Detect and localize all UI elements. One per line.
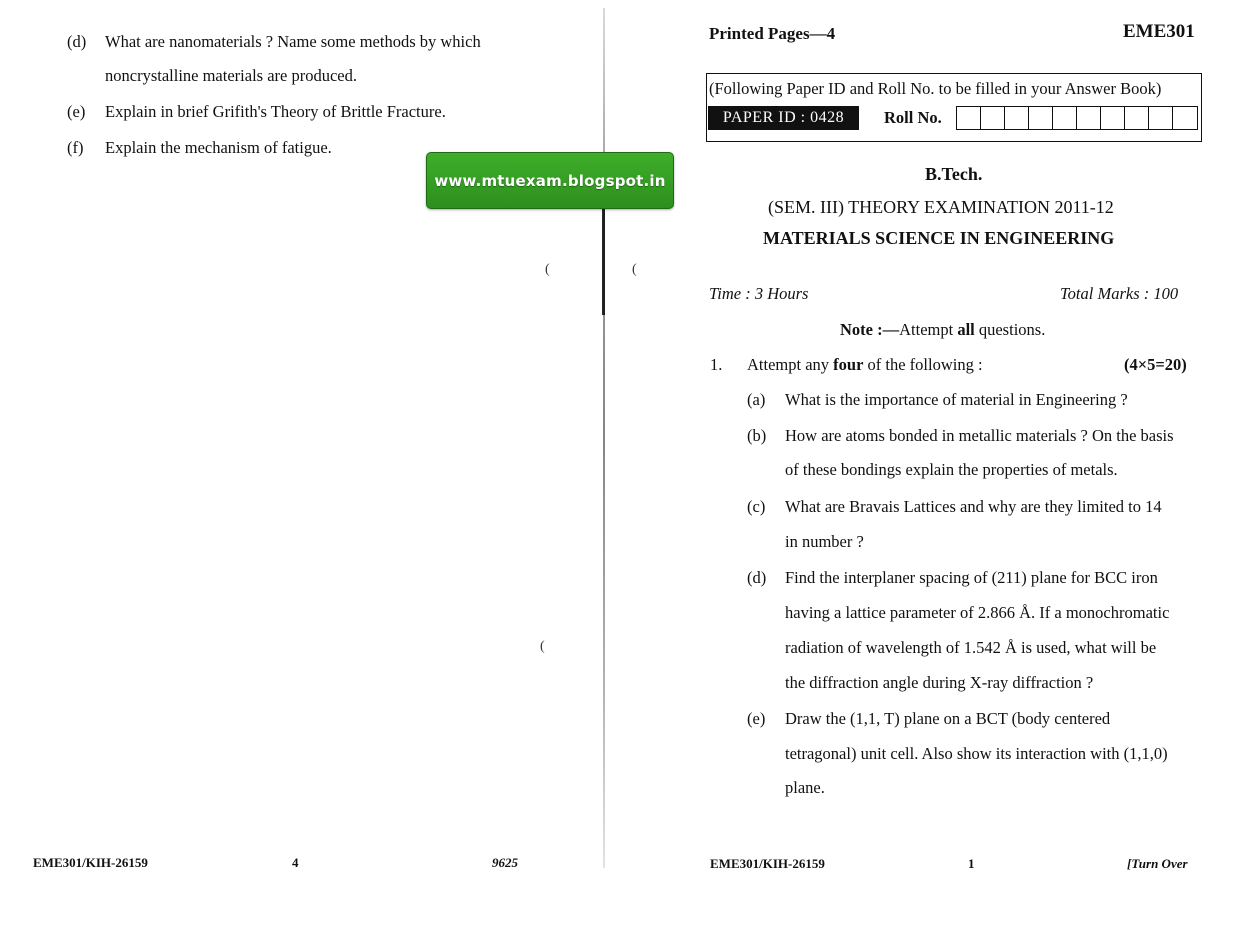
q-b-line: of these bondings explain the properties of metals.	[785, 460, 1118, 479]
roll-no-boxes[interactable]	[956, 106, 1198, 130]
scan-mark: (	[632, 262, 637, 277]
q-e-line: Draw the (1,1, T) plane on a BCT (body centered	[785, 709, 1111, 728]
total-marks: Total Marks : 100	[1060, 284, 1179, 303]
subject-title: MATERIALS SCIENCE IN ENGINEERING	[763, 228, 1115, 248]
q-c-line: in number ?	[785, 532, 864, 551]
scan-mark: (	[540, 639, 545, 654]
time: Time : 3 Hours	[709, 284, 809, 303]
q-d-line: Find the interplaner spacing of (211) plane for BCC iron	[785, 568, 1158, 587]
q-e-line: tetragonal) unit cell. Also show its interaction with (1,1,0)	[785, 744, 1168, 763]
note	[840, 320, 1045, 340]
q-c-label: (c)	[747, 497, 766, 516]
right-footer-code: EME301/KIH-26159	[710, 856, 825, 871]
turn-over: [Turn Over	[1127, 856, 1188, 871]
q-d-label: (d)	[747, 568, 767, 587]
page-divider	[603, 8, 605, 868]
q-e-label: (e)	[747, 709, 766, 728]
page-divider-dark	[602, 205, 605, 315]
left-q-e-label: (e)	[67, 102, 86, 121]
paper-code: EME301	[1123, 21, 1195, 42]
q-d-line: radiation of wavelength of 1.542 Å is used, what will be	[785, 638, 1157, 657]
note-text1: Attempt	[899, 320, 958, 339]
q-a-line: What is the importance of material in Engineering ?	[785, 390, 1128, 409]
section-text1: Attempt any	[747, 355, 834, 374]
q-a-label: (a)	[747, 390, 766, 409]
note-text2: questions.	[974, 320, 1046, 339]
left-footer-code: EME301/KIH-26159	[33, 855, 148, 870]
note-prefix: Note :—	[840, 320, 900, 339]
degree: B.Tech.	[925, 164, 983, 184]
paper-id: PAPER ID : 0428	[708, 106, 859, 130]
left-q-f-line1: Explain the mechanism of fatigue.	[105, 138, 332, 157]
left-q-d-line2: noncrystalline materials are produced.	[105, 66, 357, 85]
section-bold: four	[833, 355, 864, 374]
q-d-line: having a lattice parameter of 2.866 Å. If a monochromatic	[785, 603, 1170, 622]
exam-title: (SEM. III) THEORY EXAMINATION 2011-12	[768, 197, 1114, 217]
roll-no-label: Roll No.	[884, 108, 942, 127]
left-q-d-line1: What are nanomaterials ? Name some methods by which	[105, 32, 481, 51]
left-footer-page: 4	[292, 855, 299, 870]
left-q-f-label: (f)	[67, 138, 84, 157]
section-instruction	[747, 355, 983, 375]
section-marks: (4×5=20)	[1124, 355, 1187, 374]
scan-mark: (	[545, 262, 550, 277]
left-footer-number: 9625	[492, 855, 518, 870]
section-number: 1.	[710, 355, 723, 374]
q-b-line: How are atoms bonded in metallic materials ? On the basis	[785, 426, 1174, 445]
section-text2: of the following :	[863, 355, 983, 374]
left-q-e-line1: Explain in brief Grifith's Theory of Brittle Fracture.	[105, 102, 446, 121]
q-d-line: the diffraction angle during X-ray diffraction ?	[785, 673, 1094, 692]
right-footer-page: 1	[968, 856, 975, 871]
left-q-d-label: (d)	[67, 32, 87, 51]
q-b-label: (b)	[747, 426, 767, 445]
watermark-link[interactable]: www.mtuexam.blogspot.in	[426, 152, 674, 209]
id-instruction: (Following Paper ID and Roll No. to be filled in your Answer Book)	[709, 79, 1162, 98]
q-c-line: What are Bravais Lattices and why are they limited to 14	[785, 497, 1162, 516]
printed-pages: Printed Pages—4	[709, 24, 836, 43]
note-bold: all	[957, 320, 975, 339]
q-e-line: plane.	[785, 778, 825, 797]
